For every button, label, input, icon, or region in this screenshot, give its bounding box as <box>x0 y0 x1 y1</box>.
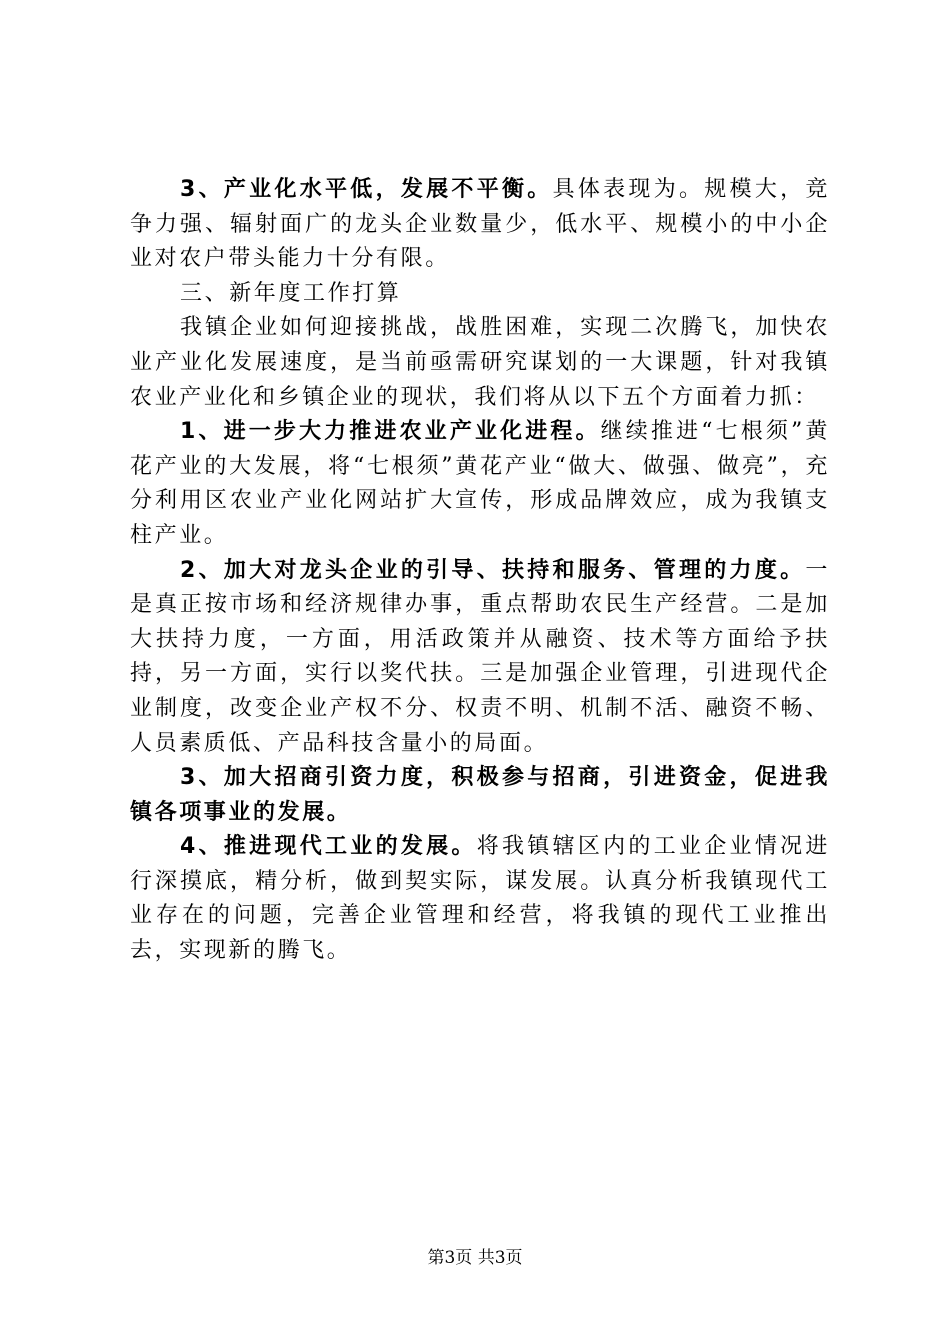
paragraph-text: 一是真正按市场和经济规律办事，重点帮助农民生产经营。二是加大扶持力度，一方面，用活政策并从融资、技术等方面给予扶持，另一方面，实行以奖代扶。三是加强企业管理，引进现代企业制度，改变企业产权不分、权责不明、机制不活、融资不畅、人员素质低、产品科技含量小的局面。 <box>130 557 830 756</box>
paragraph-lead: 3、产业化水平低，发展不平衡。 <box>180 177 553 202</box>
paragraph-item-1 <box>130 415 830 553</box>
paragraph-text: 具体表现为。规模大，竞争力强、辐射面广的龙头企业数量少，低水平、规模小的中小企业对农户带头能力十分有限。 <box>130 177 830 272</box>
paragraph-lead: 3、加大招商引资力度，积极参与招商，引进资金，促进我镇各项事业的发展。 <box>130 765 830 825</box>
section-heading-text: 三、新年度工作打算 <box>180 280 402 306</box>
paragraph-lead: 2、加大对龙头企业的引导、扶持和服务、管理的力度。 <box>180 557 806 583</box>
paragraph-item-4 <box>130 830 830 968</box>
paragraph-intro <box>130 311 830 415</box>
paragraph-industrialization-level <box>130 173 830 277</box>
section-heading-work-plan <box>130 277 830 312</box>
paragraph-item-2 <box>130 554 830 762</box>
paragraph-text: 我镇企业如何迎接挑战，战胜困难，实现二次腾飞，加快农业产业化发展速度，是当前亟需研究谋划的一大课题，针对我镇农业产业化和乡镇企业的现状，我们将从以下五个方面着力抓： <box>130 315 830 410</box>
paragraph-text: 将我镇辖区内的工业企业情况进行深摸底，精分析，做到契实际，谋发展。认真分析我镇现代工业存在的问题，完善企业管理和经营，将我镇的现代工业推出去，实现新的腾飞。 <box>130 834 831 964</box>
paragraph-item-3 <box>130 761 830 830</box>
document-body <box>130 173 830 969</box>
paragraph-lead: 1、进一步大力推进农业产业化进程。 <box>180 419 601 445</box>
page-number-label: 第3页 共3页 <box>427 1248 523 1268</box>
paragraph-lead: 4、推进现代工业的发展。 <box>180 834 477 860</box>
page-footer <box>0 1243 950 1268</box>
paragraph-text: 继续推进“七根须”黄花产业的大发展，将“七根须”黄花产业“做大、做强、做亮”，充分利用区农业产业化网站扩大宣传，形成品牌效应，成为我镇支柱产业。 <box>130 419 830 548</box>
